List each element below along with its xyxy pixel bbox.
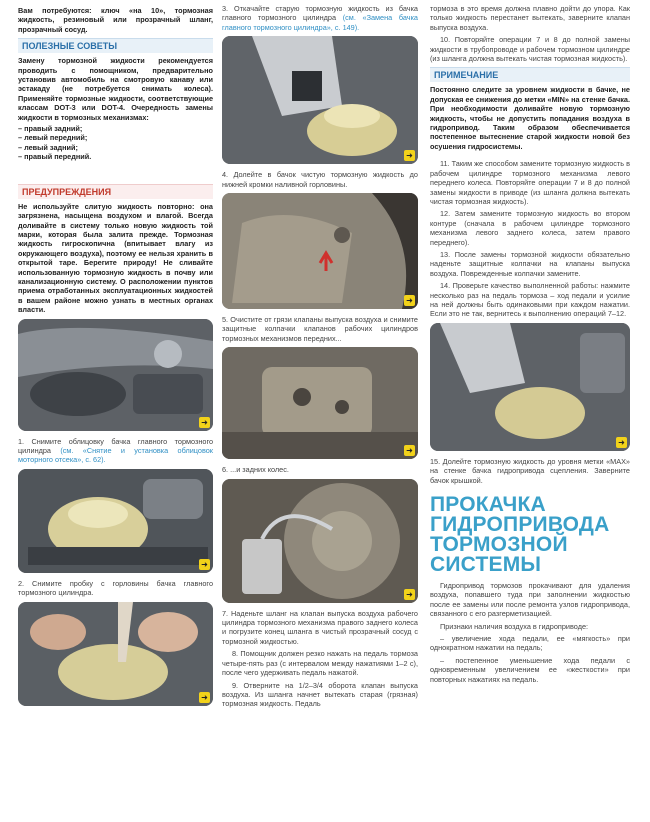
caption-step-1: 1. Снимите облицовку бачка главного тормозного цилиндра (см. «Снятие и установка облицовок моторного отсека», с. 62). xyxy=(18,436,213,465)
caption-step-8: 8. Помощник должен резко нажать на педаль тормоза четыре-пять раз (с интервалом между нажатиями 1–2 с), после чего удерживать педаль нажатой. xyxy=(222,649,418,678)
caption-step-13: 13. После замены тормозной жидкости обязательно наденьте защитные колпачки на клапаны выпуска воздуха. Поврежденные колпачки замените. xyxy=(430,249,630,278)
air-sign-item: – увеличение хода педали, ее «мягкость» при однократном нажатии на педаль; xyxy=(430,634,630,653)
arrow-right-icon: ➜ xyxy=(404,445,415,456)
arrow-right-icon: ➜ xyxy=(199,559,210,570)
caption-step-9: 9. Отверните на 1/2–3/4 оборота клапан выпуска воздуха. Из шланга начнет вытекать старая (грязная) тормозная жидкость. Педаль xyxy=(222,680,418,709)
caption-step-7: 7. Наденьте шланг на клапан выпуска воздуха рабочего цилиндра тормозного механизма правого заднего колеса и погрузите конец шланга в чистый прозрачный сосуд с тормозной жидкостью. xyxy=(222,608,418,646)
link-cover-removal[interactable]: (см. «Снятие и установка облицовок моторного отсека», с. 62). xyxy=(18,445,213,465)
arrow-right-icon: ➜ xyxy=(199,692,210,703)
photo-clutch-reservoir xyxy=(430,323,630,451)
arrow-right-icon: ➜ xyxy=(404,150,415,161)
arrow-right-icon: ➜ xyxy=(404,589,415,600)
order-item: – правый задний; xyxy=(18,124,83,134)
air-sign-item: – постепенное уменьшение хода педали с одновременным увеличением ее «жесткости» при повторных нажатиях на педаль. xyxy=(430,655,630,684)
photo-pumping-fluid xyxy=(18,602,213,706)
photo-engine-bay-cover xyxy=(18,319,213,431)
caption-step-10: 10. Повторяйте операции 7 и 8 до полной замены жидкости в трубопроводе и рабочем тормозном цилиндре (из шланга должна вытекать чистая тормозная жидкость). xyxy=(430,35,630,64)
photo-hose-on-valve xyxy=(222,479,418,603)
tips-text: Замену тормозной жидкости рекомендуется проводить с помощником, предварительно установив автомобиль на смотровую канаву или эстакаду (не потребуется снимать колеса). Применяйте тормозные жидкости, соответствующие классам DOT-3 или DOT-4. Очередность замены жидкости в тормозных механизмах: xyxy=(18,56,213,122)
photo-adding-fluid xyxy=(222,36,418,164)
order-item: – левый задний; xyxy=(18,142,78,152)
bleeding-intro-text: Гидропривод тормозов прокачивают для удаления воздуха, попавшего туда при заполнении жидкостью после ее замены или после ремонта узлов гидропривода, связанного с его разгерметизацией. xyxy=(430,581,630,619)
caption-step-5: 5. Очистите от грязи клапаны выпуска воздуха и снимите защитные колпачки клапанов рабочих цилиндров тормозных механизмов передних... xyxy=(222,315,418,343)
tips-heading: ПОЛЕЗНЫЕ СОВЕТЫ xyxy=(18,38,213,53)
note-text: Постоянно следите за уровнем жидкости в бачке, не допуская ее снижения до метки «MIN» на стенке бачка. При необходимости доливайте новую тормозную жидкость, чтобы не допустить попадания воздуха в гидропривод. Таким образом обеспечивается постепенное вытеснение старой жидкости новой без осушения гидросистемы. xyxy=(430,85,630,151)
photo-rear-bleeder-valve xyxy=(222,347,418,459)
caption-step-11: 11. Таким же способом замените тормозную жидкость в рабочем цилиндре тормозного механизма левого переднего колеса. Повторяйте операции 7 и 8 до полной замены жидкости в приводе (из шланга должна вытекать чистая тормозная жидкость). xyxy=(430,159,630,206)
photo-reservoir-cap xyxy=(18,469,213,573)
order-item: – правый передний. xyxy=(18,152,92,162)
caption-step-6: 6. ...и задних колес. xyxy=(222,465,289,475)
order-item: – левый передний; xyxy=(18,133,88,143)
caption-step-4: 4. Долейте в бачок чистую тормозную жидкость до нижней кромки наливной горловины. xyxy=(222,170,418,189)
caption-step-2: 2. Снимите пробку с горловины бачка главного тормозного цилиндра. xyxy=(18,578,213,598)
arrow-right-icon: ➜ xyxy=(199,417,210,428)
warnings-heading: ПРЕДУПРЕЖДЕНИЯ xyxy=(18,184,213,199)
caption-step-3: 3. Откачайте старую тормозную жидкость из бачка главного тормозного цилиндра (см. «Замена бачка главного тормозного цилиндра», с. 149). xyxy=(222,4,418,32)
caption-step-12: 12. Затем замените тормозную жидкость во втором контуре (сначала в рабочем цилиндре тормозного механизма левого заднего колеса, затем правого переднего). xyxy=(430,209,630,247)
link-reservoir-replacement[interactable]: (см. «Замена бачка главного тормозного цилиндра», с. 149). xyxy=(222,13,418,32)
column-right xyxy=(430,0,630,687)
warnings-text: Не используйте слитую жидкость повторно: она загрязнена, насыщена воздухом и влагой. Всегда доливайте в систему только новую жидкость той марки, которая была залита прежде. Тормозная жидкость гигроскопична (впитывает влагу из окружающего воздуха), поэтому ее нельзя хранить в открытой таре. Берегите природу! Не сливайте использованную тормозную жидкость в почву или канализационную систему. О расположении пунктов приема отработанных эксплуатационных жидкостей в вашем районе можно узнать в местных органах власти. xyxy=(18,201,213,315)
air-signs-intro: Признаки наличия воздуха в гидроприводе: xyxy=(440,621,589,631)
photo-front-bleeder-valve xyxy=(222,193,418,309)
column-middle xyxy=(222,0,418,712)
section-title: ПРОКАЧКА ГИДРОПРИВОДА ТОРМОЗНОЙ СИСТЕМЫ xyxy=(430,493,610,576)
tools-required-text: Вам потребуются: ключ «на 10», тормозная жидкость, резиновый или прозрачный шланг, прозрачный сосуд. xyxy=(18,6,213,34)
note-heading: ПРИМЕЧАНИЕ xyxy=(430,67,630,82)
arrow-right-icon: ➜ xyxy=(404,295,415,306)
step-9-continuation: тормоза в это время должна плавно дойти до упора. Как только жидкость перестанет вытекать, заверните клапан выпуска воздуха. xyxy=(430,4,630,32)
column-left xyxy=(18,0,213,712)
caption-step-14: 14. Проверьте качество выполненной работы: нажмите несколько раз на педаль тормоза – ход педали и усилие на ней должны быть одинаковыми при каждом нажатии. Если это не так, вернитесь к выполнению операций 7–12. xyxy=(430,281,630,319)
caption-step-15: 15. Долейте тормозную жидкость до уровня метки «MAX» на стенке бачка гидропривода сцепления. Заверните бачок крышкой. xyxy=(430,456,630,485)
arrow-right-icon: ➜ xyxy=(616,437,627,448)
